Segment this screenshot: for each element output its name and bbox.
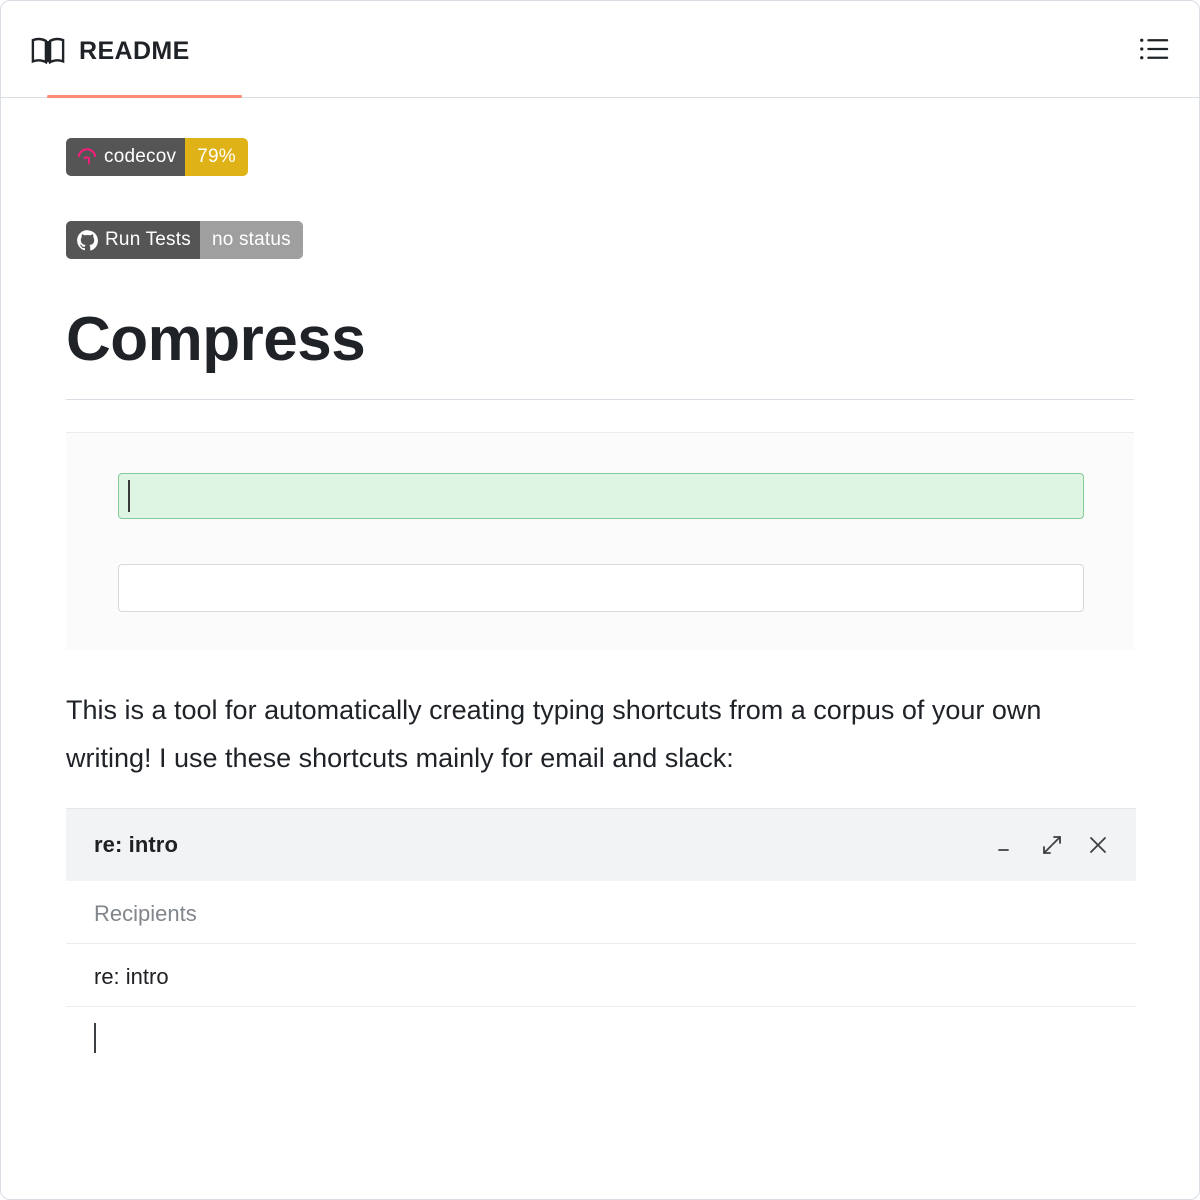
readme-header — [1, 1, 1199, 98]
text-caret — [94, 1023, 96, 1053]
codecov-umbrella-icon — [76, 146, 98, 168]
badge-run-tests-left — [66, 221, 200, 259]
github-mark-icon — [76, 229, 99, 252]
tab-readme[interactable] — [31, 1, 190, 97]
email-window-title: re: intro — [94, 832, 179, 858]
email-recipients-label: Recipients — [94, 901, 197, 927]
badge-run-tests-status: no status — [200, 221, 303, 259]
badge-codecov-value: 79% — [185, 138, 248, 176]
book-icon — [31, 37, 65, 65]
tab-active-indicator — [47, 95, 242, 98]
text-caret — [128, 480, 130, 512]
badge-codecov-left — [66, 138, 185, 176]
outline-toggle-button[interactable] — [1133, 30, 1175, 68]
close-icon[interactable] — [1086, 833, 1110, 857]
readme-body — [1, 98, 1199, 1088]
badge-row-run-tests — [66, 221, 1134, 259]
email-window-controls — [994, 833, 1110, 857]
email-titlebar — [66, 809, 1136, 881]
email-compose-mock — [66, 808, 1136, 1088]
demo-empty-input[interactable] — [118, 564, 1084, 612]
intro-paragraph: This is a tool for automatically creating typing shortcuts from a corpus of your own writing! I use these shortcuts mainly for email and slack: — [66, 695, 1042, 774]
email-body-field[interactable] — [66, 1007, 1136, 1067]
email-subject-field[interactable] — [66, 944, 1136, 1007]
email-recipients-field[interactable] — [66, 881, 1136, 944]
demo-figure — [66, 432, 1134, 650]
title-divider — [66, 399, 1134, 400]
badge-run-tests-label: Run Tests — [105, 229, 191, 250]
badge-codecov-label: codecov — [104, 146, 177, 167]
expand-icon[interactable] — [1040, 833, 1064, 857]
email-subject-value: re: intro — [94, 964, 169, 990]
badge-row-codecov — [66, 138, 1134, 176]
tab-readme-label: README — [79, 36, 190, 65]
badge-run-tests[interactable] — [66, 221, 303, 259]
minimize-icon[interactable] — [994, 833, 1018, 857]
demo-active-input[interactable] — [118, 473, 1084, 519]
list-unordered-icon — [1139, 36, 1169, 62]
badge-codecov[interactable] — [66, 138, 248, 176]
page-title: Compress — [66, 305, 366, 374]
